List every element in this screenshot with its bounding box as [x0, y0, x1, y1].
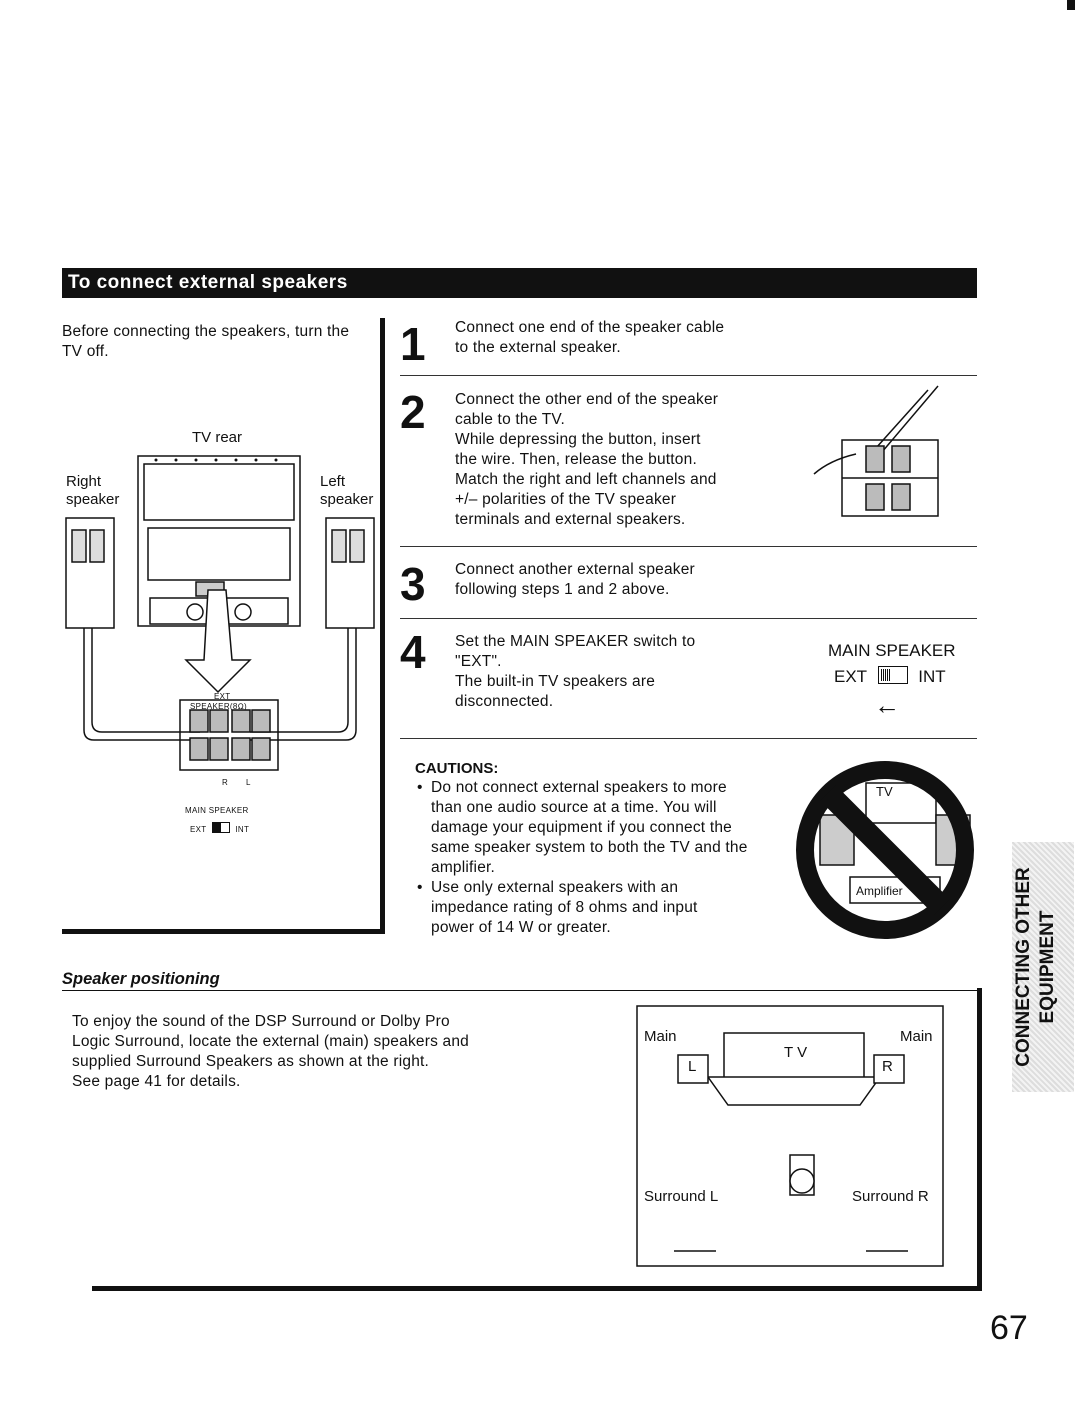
caution-2-line-3: power of 14 W or greater. [431, 919, 611, 936]
intro-line-2: TV off. [62, 343, 109, 360]
main-speaker-switch [878, 666, 908, 684]
positioning-box-right-rule [977, 988, 982, 1288]
main-speaker-switch-title: MAIN SPEAKER [828, 641, 956, 660]
small-switch-int: INT [235, 825, 250, 834]
caution-1-line-4: same speaker system to both the TV and the [431, 839, 748, 856]
corner-mark [1067, 0, 1075, 10]
step-2-line-2: cable to the TV. [455, 411, 566, 428]
caution-2-line-1: • Use only external speakers with an [431, 879, 679, 896]
positioning-heading: Speaker positioning [62, 970, 220, 988]
side-tab-text [1012, 842, 1074, 1092]
left-column-bottom-rule [62, 929, 385, 934]
step-1-line-1: Connect one end of the speaker cable [455, 319, 725, 336]
illustration-amplifier-label: Amplifier [856, 884, 903, 898]
l-speaker-label: L [688, 1058, 697, 1075]
side-tab-line-2: EQUIPMENT [1037, 910, 1058, 1024]
positioning-text [72, 1012, 612, 1092]
cautions-list [415, 778, 795, 938]
channel-r-label: R [222, 778, 229, 787]
caution-2-line-2: impedance rating of 8 ohms and input [431, 899, 698, 916]
cautions-title: CAUTIONS: [415, 760, 499, 777]
left-speaker-line-1: Left [320, 473, 346, 490]
step-2-line-3: While depressing the button, insert [455, 431, 701, 448]
step-2-line-1: Connect the other end of the speaker [455, 391, 719, 408]
step-3-line-2: following steps 1 and 2 above. [455, 581, 670, 598]
step-2-line-6: +/– polarities of the TV speaker [455, 491, 677, 508]
main-left-label: Main [644, 1028, 677, 1045]
small-switch-row [190, 822, 249, 835]
step-separator-2 [400, 546, 977, 547]
step-2-text [455, 390, 718, 530]
step-separator-4 [400, 738, 977, 739]
switch-ext-label: EXT [834, 667, 867, 686]
intro-text [62, 322, 382, 362]
terminal-closeup-illustration [810, 382, 950, 522]
right-speaker-line-1: Right [66, 473, 102, 490]
ext-tiny-label: EXT [214, 692, 231, 701]
section-title: To connect external speakers [68, 272, 348, 293]
intro-line-1: Before connecting the speakers, turn the [62, 323, 350, 340]
side-tab [1012, 842, 1074, 1092]
step-3-number: 3 [400, 558, 426, 610]
step-2-line-5: Match the right and left channels and [455, 471, 717, 488]
right-speaker-cabinet [66, 518, 114, 628]
step-4-line-3: The built-in TV speakers are [455, 673, 656, 690]
caution-1-line-1: • Do not connect external speakers to more [431, 779, 727, 796]
step-separator-1 [400, 375, 977, 376]
r-speaker-label: R [882, 1058, 893, 1075]
positioning-line-3: supplied Surround Speakers as shown at the right. [72, 1053, 430, 1070]
step-3-line-1: Connect another external speaker [455, 561, 695, 578]
step-4-line-4: disconnected. [455, 693, 554, 710]
tv-rear-label: TV rear [192, 429, 243, 446]
positioning-rule [62, 990, 977, 991]
caution-1-line-2: than one audio source at a time. You will [431, 799, 717, 816]
illustration-tv-label: TV [876, 784, 893, 799]
step-4-text [455, 632, 695, 712]
page-number: 67 [990, 1309, 1028, 1347]
step-4-number: 4 [400, 626, 426, 678]
step-separator-3 [400, 618, 977, 619]
left-speaker-line-2: speaker [320, 491, 374, 508]
step-4-line-2: "EXT". [455, 653, 502, 670]
small-switch-title: MAIN SPEAKER [185, 806, 249, 815]
speaker-tiny-label: SPEAKER(8Ω) [190, 702, 248, 711]
tv-top-holes [155, 459, 278, 462]
caution-item-1 [415, 778, 795, 878]
positioning-box-bottom-rule [92, 1286, 982, 1291]
switch-int-label: INT [918, 667, 946, 686]
left-column-rule [380, 318, 385, 933]
step-1-line-2: to the external speaker. [455, 339, 621, 356]
surround-r-label: Surround R [852, 1188, 929, 1205]
positioning-line-2: Logic Surround, locate the external (main) speakers and [72, 1033, 469, 1050]
caution-item-2 [415, 878, 795, 938]
step-1-number: 1 [400, 318, 426, 370]
step-2-number: 2 [400, 386, 426, 438]
channel-l-label: L [246, 778, 251, 787]
positioning-tv-label: TV [784, 1044, 812, 1061]
positioning-line-1: To enjoy the sound of the DSP Surround or Dolby Pro [72, 1013, 450, 1030]
side-tab-line-1: CONNECTING OTHER [1013, 867, 1034, 1067]
main-speaker-switch-row [834, 666, 946, 688]
right-speaker-line-2: speaker [66, 491, 120, 508]
small-switch-ext: EXT [190, 825, 207, 834]
step-1-text [455, 318, 724, 358]
main-right-label: Main [900, 1028, 933, 1045]
left-speaker-cabinet [326, 518, 374, 628]
step-4-line-1: Set the MAIN SPEAKER switch to [455, 633, 696, 650]
caution-1-line-5: amplifier. [431, 859, 496, 876]
speaker-connection-diagram [60, 450, 380, 790]
surround-l-label: Surround L [644, 1188, 719, 1205]
step-3-text [455, 560, 695, 600]
step-2-line-4: the wire. Then, release the button. [455, 451, 697, 468]
caution-1-line-3: damage your equipment if you connect the [431, 819, 732, 836]
step-2-line-7: terminals and external speakers. [455, 511, 686, 528]
small-switch-graphic [212, 822, 230, 833]
positioning-line-4: See page 41 for details. [72, 1073, 241, 1090]
down-arrow [186, 590, 250, 692]
switch-arrow-icon: ← [874, 690, 900, 720]
